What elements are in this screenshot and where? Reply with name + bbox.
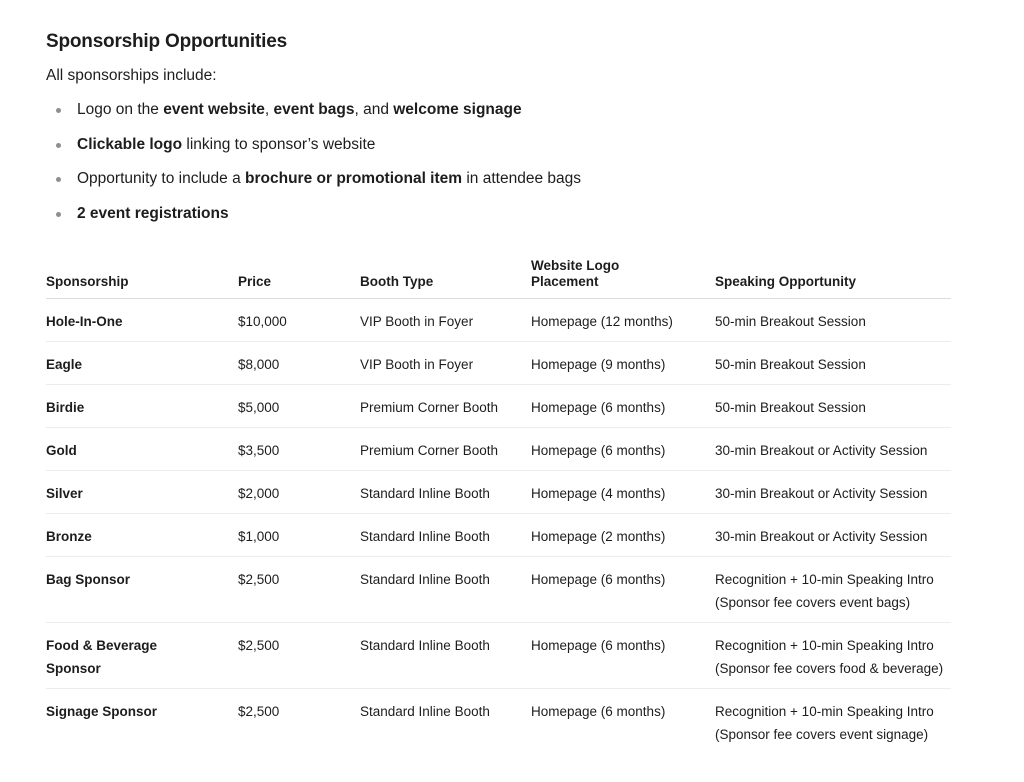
cell-line: Recognition + 10-min Speaking Intro [715,704,934,719]
cell-line: Food & Beverage [46,638,158,653]
cell-booth-type: Standard Inline Booth [360,557,531,623]
cell-line: Sponsor [46,660,101,676]
table-row [46,623,951,689]
cell-logo-placement: Homepage (4 months) [531,471,715,514]
cell-speaking [715,471,951,514]
cell-price: $1,000 [238,514,360,557]
cell-sponsorship [46,471,238,514]
text: , and [354,101,394,118]
document-page [46,30,951,742]
cell-price: $2,000 [238,471,360,514]
cell-booth-type: Premium Corner Booth [360,385,531,428]
cell-line: (Sponsor fee covers food & beverage) [715,660,944,676]
cell-line: Bronze [46,529,92,544]
cell-sponsorship [46,385,238,428]
cell-logo-placement: Homepage (6 months) [531,557,715,623]
cell-booth-type: Standard Inline Booth [360,471,531,514]
cell-line: (Sponsor fee covers event bags) [715,594,911,610]
text: Opportunity to include a [77,170,246,187]
cell-booth-type: Standard Inline Booth [360,704,490,719]
cell-line: Gold [46,443,77,458]
table-row [46,385,951,428]
cell-speaking [715,385,951,428]
bullet-dot-icon [56,108,61,113]
cell-price: $10,000 [238,299,360,342]
col-header-logo-placement [531,250,715,299]
col-header-sponsorship: Sponsorship [46,250,238,299]
bullet-dot-icon [56,177,61,182]
cell-sponsorship [46,342,238,385]
bold-text: 2 event registrations [77,204,229,222]
cell-logo-placement: Homepage (6 months) [531,385,715,428]
cell-line: 30-min Breakout or Activity Session [715,529,928,544]
table-body [46,299,951,755]
cell-line: Birdie [46,400,85,415]
list-item [46,169,951,189]
col-header-speaking: Speaking Opportunity [715,250,951,299]
bullet-dot-icon [56,143,61,148]
cell-speaking [715,299,951,342]
table-row [46,514,951,557]
cell-speaking [715,514,951,557]
text: Logo on the [77,101,164,118]
cell-line: Eagle [46,357,83,372]
bullet-dot-icon [56,212,61,217]
cell-line: 50-min Breakout Session [715,314,866,329]
cell-price: $2,500 [238,704,280,719]
text: linking to sponsor’s website [182,135,376,153]
cell-speaking [715,557,951,623]
col-header-booth-type: Booth Type [360,250,531,299]
cell-price: $3,500 [238,428,360,471]
cell-sponsorship [46,623,238,689]
cell-price: $5,000 [238,385,360,428]
table-row [46,428,951,471]
cell-line: Silver [46,486,83,501]
table-row [46,557,951,623]
bold-text: brochure or promotional item [245,170,463,187]
cell-line: Bag Sponsor [46,572,131,587]
cell-logo-placement: Homepage (2 months) [531,514,715,557]
bold-text: event website [163,101,265,118]
cell-line: 30-min Breakout or Activity Session [715,486,928,501]
cell-logo-placement: Homepage (6 months) [531,704,666,719]
cell-speaking [715,342,951,385]
table-row [46,689,951,755]
cell-line: Hole-In-One [46,314,123,329]
cell-line: 50-min Breakout Session [715,400,866,415]
list-item [46,100,951,120]
bold-text: Clickable logo [77,135,183,153]
table-row [46,299,951,342]
cell-price: $2,500 [238,623,360,689]
bold-text: welcome signage [393,101,522,118]
cell-sponsorship [46,299,238,342]
cell-booth-type: VIP Booth in Foyer [360,299,531,342]
cell-booth-type: Premium Corner Booth [360,428,531,471]
cell-line: Recognition + 10-min Speaking Intro [715,572,934,587]
cell-speaking [715,428,951,471]
cell-logo-placement: Homepage (12 months) [531,299,715,342]
cell-logo-placement: Homepage (6 months) [531,428,715,471]
cell-sponsorship [46,557,238,623]
cell-line: Recognition + 10-min Speaking Intro [715,638,934,653]
col-header-price: Price [238,250,360,299]
bold-text: event bags [273,101,355,118]
text: , [264,101,274,118]
table-header-row [46,250,951,299]
col-header-logo-line2: Placement [531,274,599,289]
cell-line: Signage Sponsor [46,704,158,719]
cell-line: 30-min Breakout or Activity Session [715,443,928,458]
cell-logo-placement: Homepage (6 months) [531,623,715,689]
cell-logo-placement: Homepage (9 months) [531,342,715,385]
cell-line: (Sponsor fee covers event signage) [715,726,929,742]
list-item [46,135,951,155]
table-row [46,471,951,514]
cell-sponsorship [46,689,238,755]
text: in attendee bags [462,170,581,187]
page-title: Sponsorship Opportunities [46,31,287,52]
col-header-logo-line1: Website Logo [531,258,620,273]
cell-sponsorship [46,514,238,557]
cell-booth-type: VIP Booth in Foyer [360,342,531,385]
cell-speaking [715,623,951,689]
sponsorship-table [46,250,951,754]
cell-price: $8,000 [238,342,360,385]
cell-sponsorship [46,428,238,471]
table-row [46,342,951,385]
cell-booth-type: Standard Inline Booth [360,514,531,557]
cell-line: 50-min Breakout Session [715,357,866,372]
list-item [46,204,951,224]
cell-speaking [715,689,951,755]
cell-price: $2,500 [238,557,360,623]
cell-booth-type: Standard Inline Booth [360,623,531,689]
intro-text: All sponsorships include: [46,67,217,84]
benefits-list [46,100,951,224]
